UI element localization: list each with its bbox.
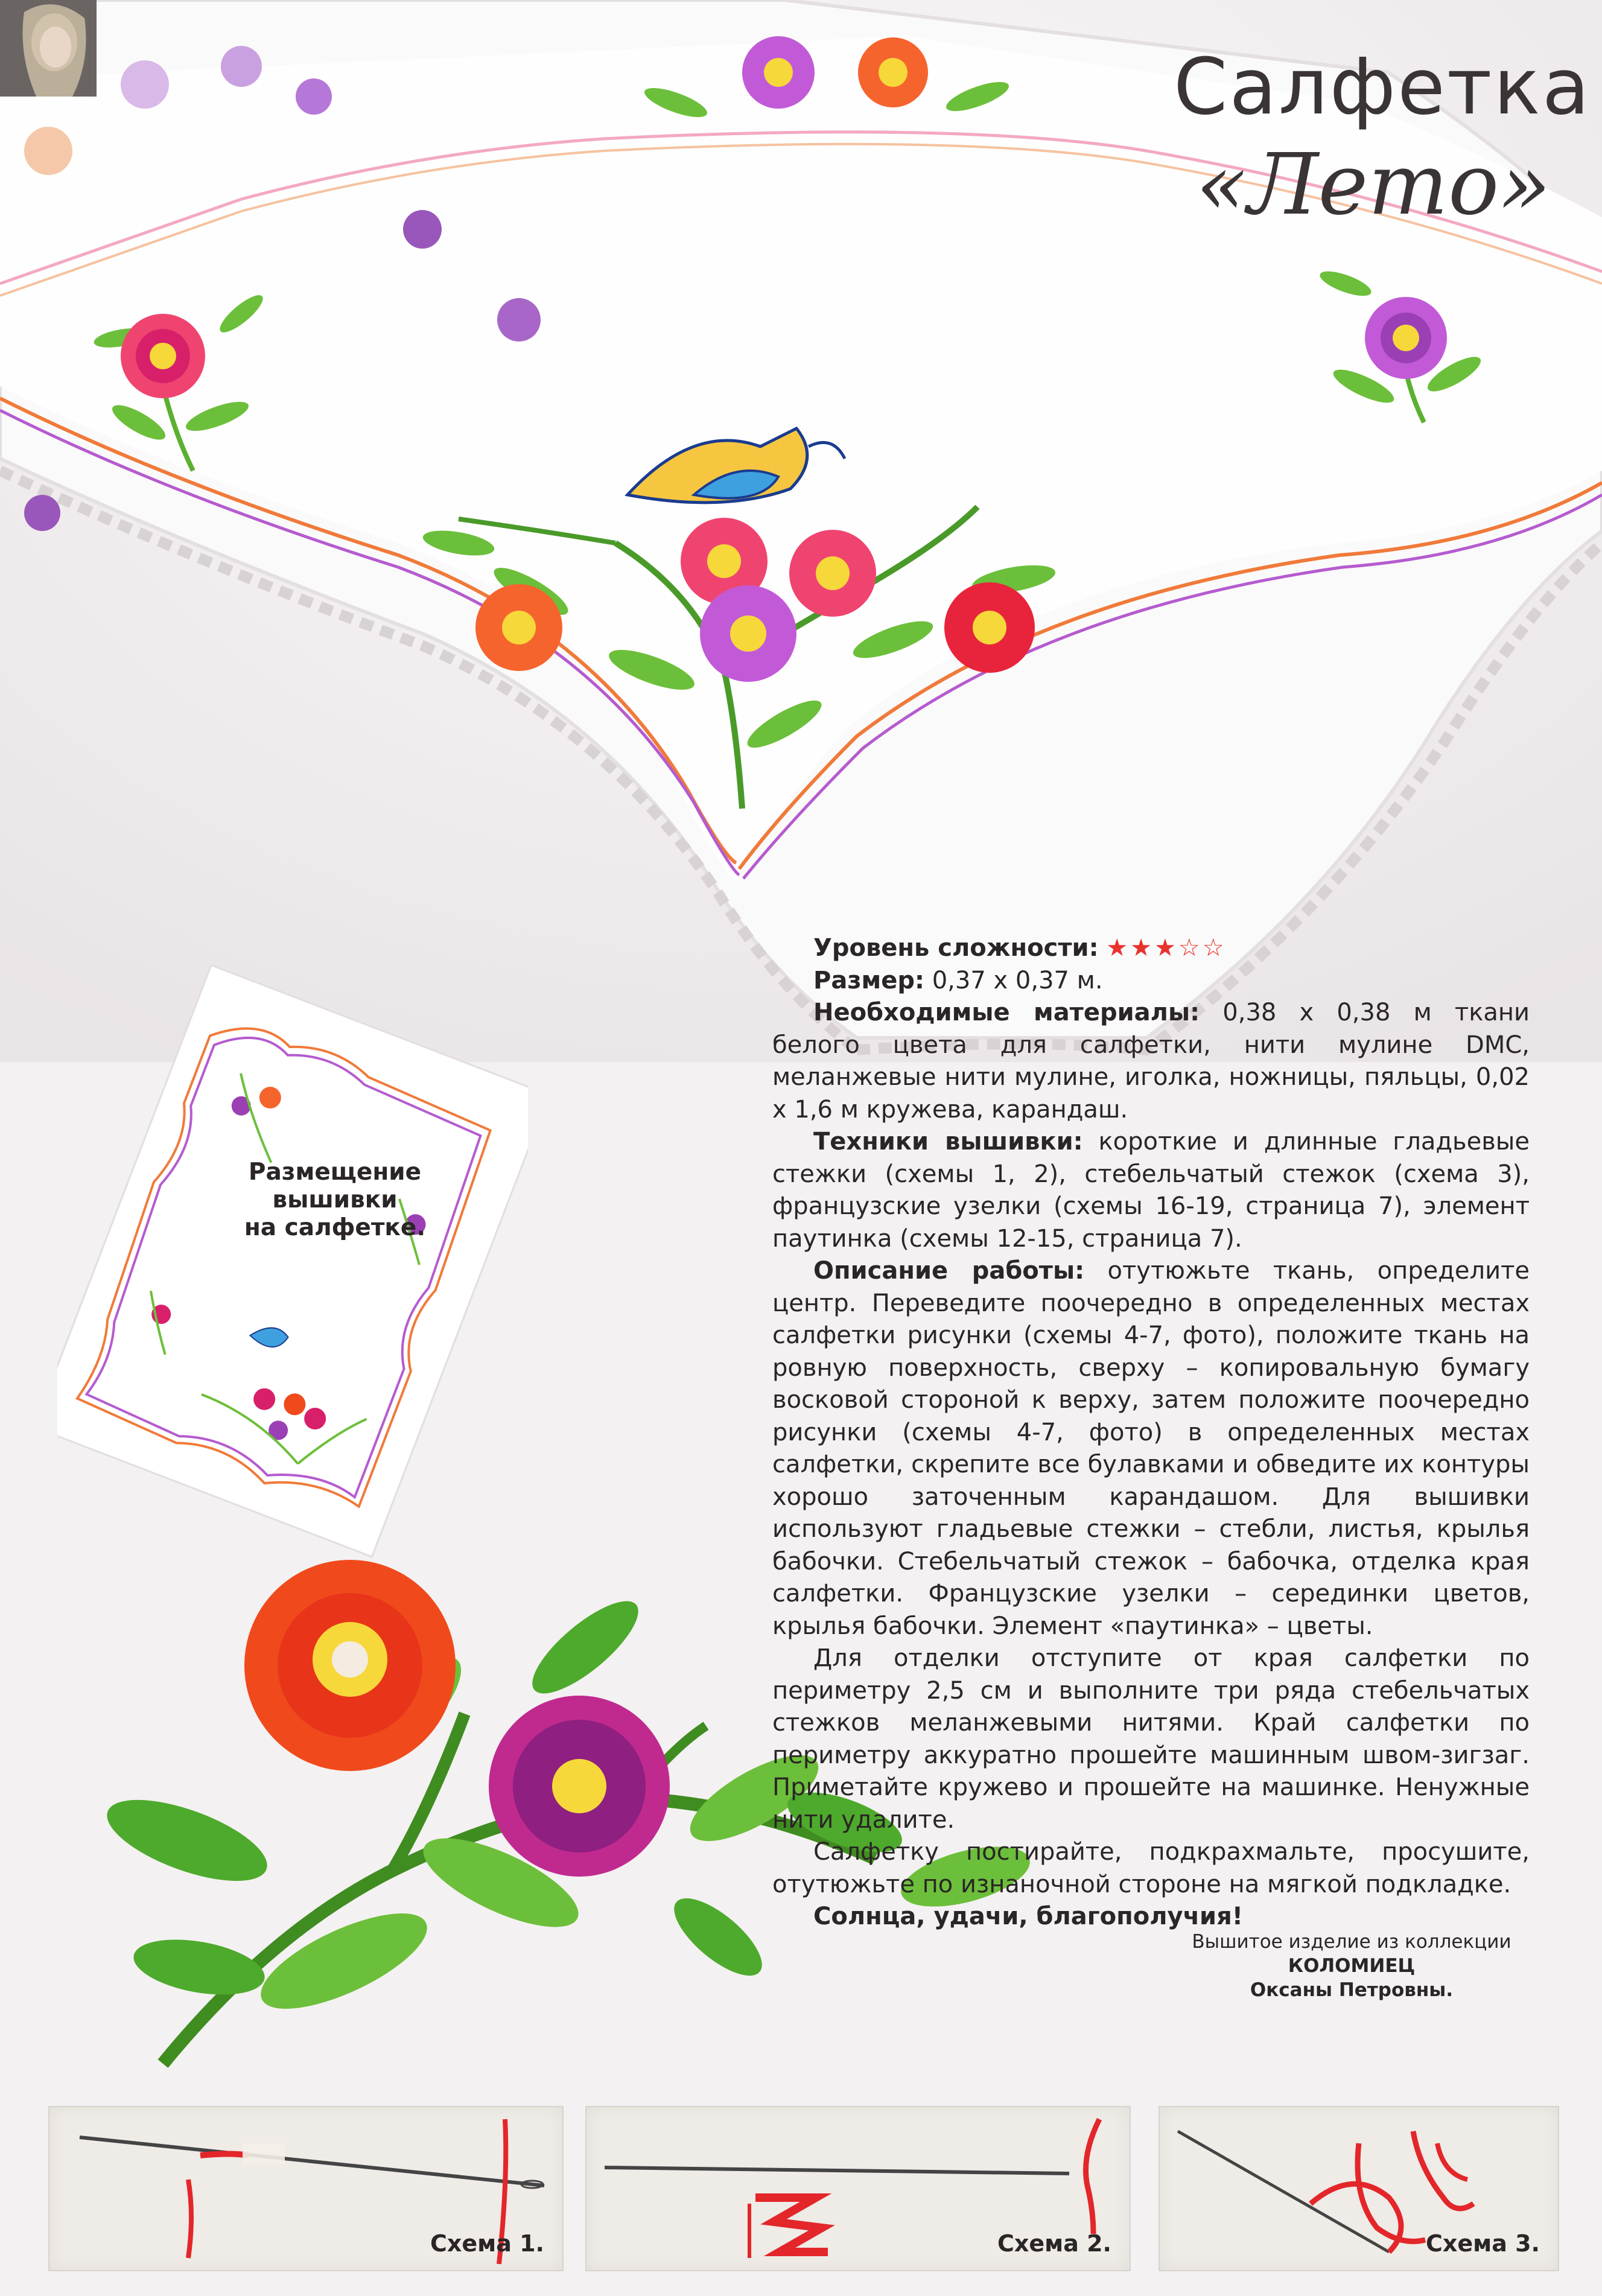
star-icon: ★	[1106, 934, 1131, 962]
placement-card-label	[238, 1159, 431, 1242]
star-outline-icon: ☆	[1178, 934, 1203, 962]
card-label-line: вышивки	[272, 1186, 398, 1213]
materials-paragraph	[772, 997, 1530, 1126]
description-paragraph	[772, 1255, 1530, 1642]
techniques-paragraph	[772, 1126, 1530, 1255]
credit-block	[1152, 1930, 1551, 2002]
credit-author-name: Оксаны Петровны.	[1250, 1979, 1454, 2001]
difficulty-line	[772, 932, 1530, 965]
closing-text: Солнца, удачи, благополучия!	[813, 1903, 1244, 1930]
finishing-paragraph: Для отделки отступите от края салфетки по периметру 2,5 см и выполните три ряда стебельчатых стежков меланжевыми нитями. Край салфетки по периметру аккуратно прошейте машинным швом-зигзаг. Приметайте кружево и прошейте на машинке. Ненужные нити удалите.	[772, 1644, 1530, 1834]
corner-photo	[0, 0, 97, 97]
scheme-3	[1159, 2106, 1559, 2271]
article-body	[772, 932, 1530, 1933]
scheme-2	[585, 2106, 1131, 2271]
star-outline-icon: ☆	[1202, 934, 1227, 962]
closing-line	[772, 1901, 1530, 1933]
description-text: отутюжьте ткань, определите центр. Переведите поочередно в определенных местах салфетки рисунки (схемы 4-7, фото), положите ткань на ровную поверхность, сверху – копировальную бумагу восковой стороной к верху, затем положите поочередно рисунки (схемы 4-7, фото) в определенных местах салфетки, скрепите все булавками и обведите их контуры хорошо заточенным карандашом. Для вышивки используют гладьевые стежки – стебли, листья, крылья бабочки. Стебельчатый стежок – бабочка, отделка края салфетки. Французские узелки – серединки цветов, крылья бабочки. Элемент «паутинка» – цветы.	[772, 1257, 1530, 1640]
size-line	[772, 965, 1530, 997]
star-icon: ★	[1154, 934, 1178, 962]
washing-paragraph: Салфетку постирайте, подкрахмальте, просушите, отутюжьте по изнаночной стороне на мягкой подкладке.	[772, 1838, 1530, 1898]
card-label-line: на салфетке.	[244, 1214, 426, 1241]
size-label: Размер:	[813, 966, 925, 994]
placement-card	[57, 923, 528, 1593]
card-label-line: Размещение	[248, 1159, 422, 1186]
materials-text: 0,38 х 0,38 м ткани белого цвета для салфетки, нити мулине DMC, меланжевые нити мулине, иголка, ножницы, пяльцы, 0,02 х 1,6 м кружева, карандаш.	[772, 999, 1530, 1124]
difficulty-stars	[1106, 934, 1226, 962]
star-icon: ★	[1130, 934, 1155, 962]
size-value: 0,37 х 0,37 м.	[932, 966, 1103, 994]
credit-author-surname: КОЛОМИЕЦ	[1288, 1955, 1416, 1977]
techniques-text: короткие и длинные гладьевые стежки (схемы 1, 2), стебельчатый стежок (схема 3), французские узелки (схемы 16-19, страница 7), элемент паутинка (схемы 12-15, страница 7).	[772, 1128, 1530, 1253]
description-label: Описание работы:	[813, 1257, 1085, 1285]
credit-line: Вышитое изделие из коллекции	[1192, 1931, 1511, 1953]
difficulty-label: Уровень сложности:	[813, 934, 1099, 962]
scheme-3-label: Схема 3.	[1426, 2230, 1540, 2257]
scheme-2-label: Схема 2.	[997, 2230, 1111, 2257]
materials-label: Необходимые материалы:	[813, 999, 1200, 1026]
page-subtitle: «Лето»	[1195, 136, 1551, 234]
scheme-1-label: Схема 1.	[430, 2230, 544, 2257]
scheme-1	[48, 2106, 564, 2271]
techniques-label: Техники вышивки:	[813, 1128, 1083, 1156]
page-title: Салфетка	[1174, 42, 1592, 132]
